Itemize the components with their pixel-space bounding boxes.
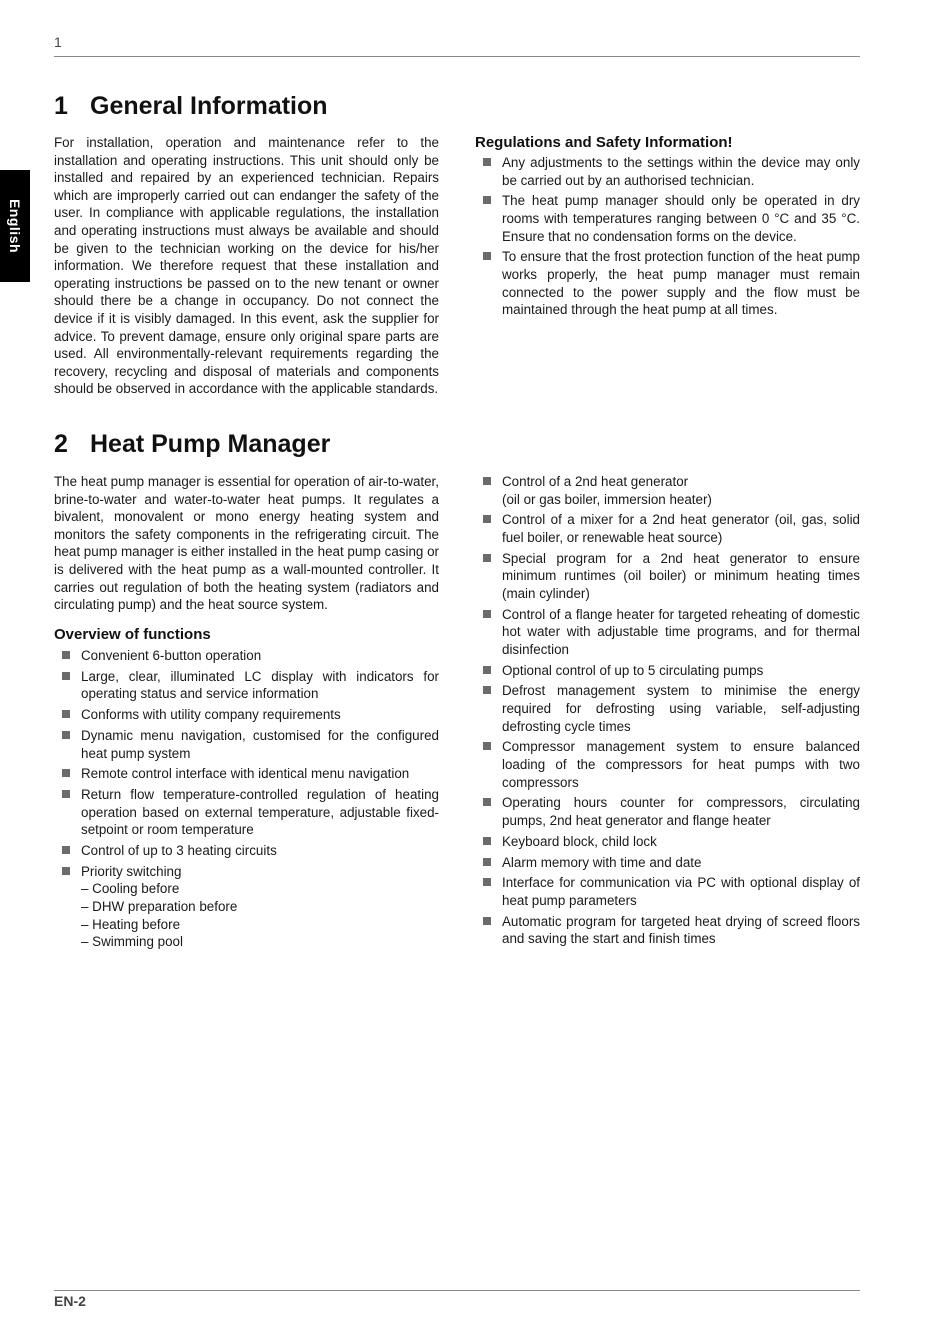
square-bullet-icon [62, 731, 70, 739]
function-item: Special program for a 2nd heat generator to ensure minimum runtimes (oil boiler) or minimum heating times (main cylinder) [475, 550, 860, 603]
function-item: Automatic program for targeted heat drying of screed floors and saving the start and finish times [475, 913, 860, 948]
function-item: Dynamic menu navigation, customised for the configured heat pump system [54, 727, 439, 762]
safety-item: Any adjustments to the settings within the device may only be carried out by an authorised technician. [475, 154, 860, 189]
function-item: Compressor management system to ensure balanced loading of the compressors for heat pumps with two compressors [475, 738, 860, 791]
square-bullet-icon [483, 837, 491, 845]
overview-heading: Overview of functions [54, 626, 211, 643]
function-item: Remote control interface with identical menu navigation [54, 765, 439, 783]
square-bullet-icon [483, 158, 491, 166]
square-bullet-icon [483, 917, 491, 925]
square-bullet-icon [483, 878, 491, 886]
square-bullet-icon [483, 742, 491, 750]
square-bullet-icon [62, 710, 70, 718]
section-2-title: Heat Pump Manager [90, 430, 331, 458]
square-bullet-icon [483, 666, 491, 674]
square-bullet-icon [483, 196, 491, 204]
square-bullet-icon [62, 846, 70, 854]
function-item: Alarm memory with time and date [475, 854, 860, 872]
section-1-title: General Information [90, 92, 328, 120]
square-bullet-icon [483, 798, 491, 806]
section-2-heading [54, 430, 330, 459]
square-bullet-icon [483, 858, 491, 866]
function-item: Control of a flange heater for targeted reheating of domestic hot water with adjustable time programs, and for thermal disinfection [475, 606, 860, 659]
section-1-heading [54, 92, 328, 121]
function-item: Return flow temperature-controlled regulation of heating operation based on external temperature, adjustable fixed-setpoint or room temperature [54, 786, 439, 839]
square-bullet-icon [483, 252, 491, 260]
safety-item: The heat pump manager should only be operated in dry rooms with temperatures ranging between 0 °C and 35 °C. Ensure that no condensation forms on the device. [475, 192, 860, 245]
square-bullet-icon [483, 610, 491, 618]
footer-divider [54, 1290, 860, 1291]
functions-list-left [54, 647, 439, 954]
language-tab [0, 170, 30, 282]
function-item: Interface for communication via PC with optional display of heat pump parameters [475, 874, 860, 909]
function-item: Conforms with utility company requirements [54, 706, 439, 724]
function-item: Control of a mixer for a 2nd heat generator (oil, gas, solid fuel boiler, or renewable heat source) [475, 511, 860, 546]
footer-page-label: EN-2 [54, 1293, 86, 1309]
heat-pump-manager-paragraph: The heat pump manager is essential for operation of air-to-water, brine-to-water and water-to-water heat pumps. It regulates a bivalent, monovalent or mono energy heating system and monitors the safety components in the refrigerating circuit. The heat pump manager is either installed in the heat pump casing or is delivered with the heat pump as a wall-mounted controller. It carries out regulation of both the heating system (radiators and circulating pump) and the heat source system. [54, 474, 439, 613]
square-bullet-icon [62, 867, 70, 875]
function-item: Keyboard block, child lock [475, 833, 860, 851]
square-bullet-icon [483, 554, 491, 562]
safety-heading: Regulations and Safety Information! [475, 134, 733, 151]
function-item: Optional control of up to 5 circulating pumps [475, 662, 860, 680]
general-info-paragraph: For installation, operation and maintenance refer to the installation and operating instructions. This unit should only be installed and repaired by an experienced technician. Repairs which are improperly carried out can endanger the safety of the user. In compliance with applicable regulations, the installation and operating instructions must always be available and should be given to the technician working on the device for his/her information. We therefore request that these installation and operating instructions be passed on to the new tenant or owner should there be a change in occupancy. Do not connect the device if it is visibly damaged. In this event, ask the supplier for advice. To prevent damage, ensure only original spare parts are used. All environmentally-relevant requirements regarding the recovery, recycling and disposal of materials and components should be observed in accordance with the applicable standards. [54, 135, 439, 397]
function-item: Defrost management system to minimise the energy required for defrosting using variable, self-adjusting defrosting cycle times [475, 682, 860, 735]
safety-list [475, 154, 860, 322]
square-bullet-icon [62, 790, 70, 798]
function-item: Large, clear, illuminated LC display with indicators for operating status and service information [54, 668, 439, 703]
function-item: Control of a 2nd heat generator (oil or gas boiler, immersion heater) [475, 473, 860, 508]
square-bullet-icon [483, 477, 491, 485]
header-divider [54, 56, 860, 57]
function-item: Control of up to 3 heating circuits [54, 842, 439, 860]
square-bullet-icon [62, 651, 70, 659]
square-bullet-icon [62, 769, 70, 777]
square-bullet-icon [483, 686, 491, 694]
section-2-number: 2 [54, 430, 68, 458]
function-item: Convenient 6-button operation [54, 647, 439, 665]
square-bullet-icon [62, 672, 70, 680]
section-1-number: 1 [54, 92, 68, 120]
functions-list-right [475, 473, 860, 951]
function-item: Operating hours counter for compressors, circulating pumps, 2nd heat generator and flange heater [475, 794, 860, 829]
page-section-number: 1 [54, 34, 62, 50]
square-bullet-icon [483, 515, 491, 523]
language-tab-label: English [7, 198, 23, 254]
function-item-priority: Priority switching – Cooling before – DHW preparation before – Heating before – Swimming pool [54, 863, 439, 951]
safety-item: To ensure that the frost protection function of the heat pump works properly, the heat pump manager must remain connected to the power supply and the flow must be maintained through the heat pump at all times. [475, 248, 860, 318]
